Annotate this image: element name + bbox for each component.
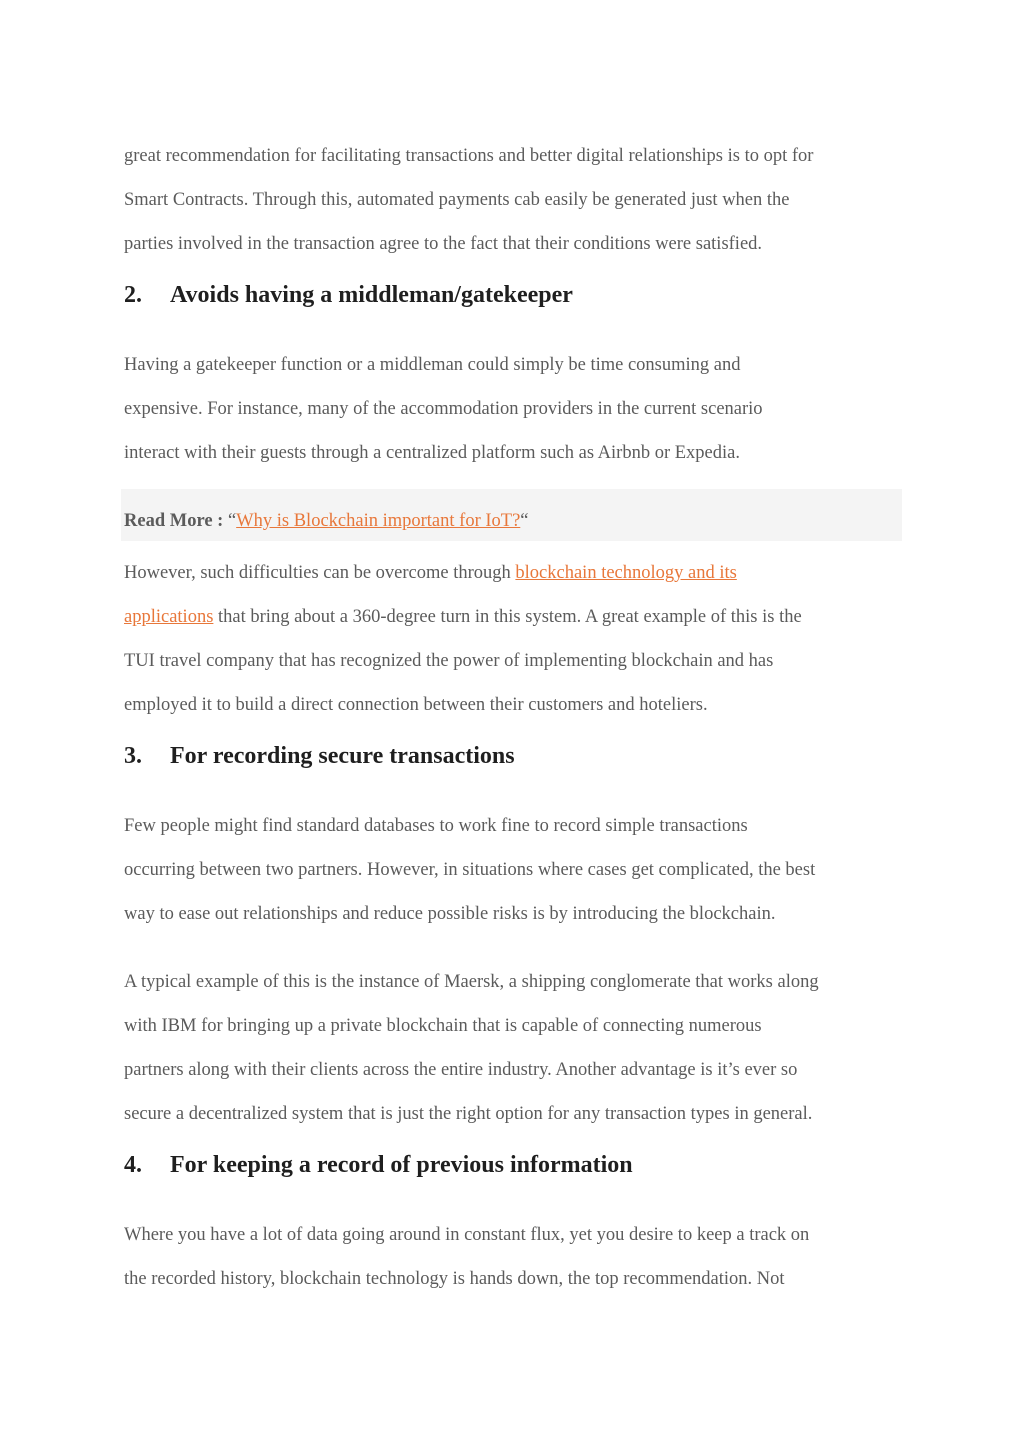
intro-line: Smart Contracts. Through this, automated payments cab easily be generated just when the <box>124 190 790 210</box>
paragraph-line: partners along with their clients across the entire industry. Another advantage is it’s ever so <box>124 1060 798 1080</box>
paragraph-line: secure a decentralized system that is just the right option for any transaction types in general. <box>124 1104 813 1124</box>
section-4-heading <box>124 1151 633 1179</box>
close-quote: “ <box>520 511 529 531</box>
paragraph-line: TUI travel company that has recognized the power of implementing blockchain and has <box>124 651 774 671</box>
paragraph-line: with IBM for bringing up a private blockchain that is capable of connecting numerous <box>124 1016 762 1036</box>
read-more-label: Read More : <box>124 511 224 531</box>
read-more-link[interactable]: Why is Blockchain important for IoT? <box>236 511 521 531</box>
open-quote: “ <box>227 511 237 531</box>
section-2-heading <box>124 281 573 309</box>
paragraph-line: interact with their guests through a centralized platform such as Airbnb or Expedia. <box>124 443 740 463</box>
section-title: For recording secure transactions <box>170 743 515 769</box>
paragraph-line: Having a gatekeeper function or a middleman could simply be time consuming and <box>124 355 741 375</box>
section-3-heading <box>124 742 515 770</box>
paragraph-line: occurring between two partners. However, in situations where cases get complicated, the best <box>124 860 816 880</box>
text-span: However, such difficulties can be overcome through <box>124 563 516 583</box>
paragraph-line: A typical example of this is the instance of Maersk, a shipping conglomerate that works along <box>124 972 819 992</box>
paragraph-line: Where you have a lot of data going around in constant flux, yet you desire to keep a track on <box>124 1225 810 1245</box>
paragraph-line: the recorded history, blockchain technology is hands down, the top recommendation. Not <box>124 1269 785 1289</box>
read-more-line <box>124 510 529 532</box>
section-number: 3. <box>124 743 142 769</box>
paragraph-line <box>124 562 737 584</box>
text-span: that bring about a 360-degree turn in this system. A great example of this is the <box>213 607 802 627</box>
section-title: Avoids having a middleman/gatekeeper <box>170 282 573 308</box>
paragraph-line: way to ease out relationships and reduce possible risks is by introducing the blockchain. <box>124 904 776 924</box>
section-title: For keeping a record of previous information <box>170 1152 633 1178</box>
section-number: 2. <box>124 282 142 308</box>
paragraph-line: employed it to build a direct connection between their customers and hoteliers. <box>124 695 708 715</box>
paragraph-line <box>124 606 802 628</box>
intro-line: great recommendation for facilitating transactions and better digital relationships is to opt for <box>124 146 814 166</box>
blockchain-technology-link[interactable]: blockchain technology and its <box>515 563 737 583</box>
paragraph-line: Few people might find standard databases to work fine to record simple transactions <box>124 816 748 836</box>
paragraph-line: expensive. For instance, many of the accommodation providers in the current scenario <box>124 399 763 419</box>
intro-line: parties involved in the transaction agree to the fact that their conditions were satisfied. <box>124 234 763 254</box>
section-number: 4. <box>124 1152 142 1178</box>
applications-link[interactable]: applications <box>124 607 214 627</box>
